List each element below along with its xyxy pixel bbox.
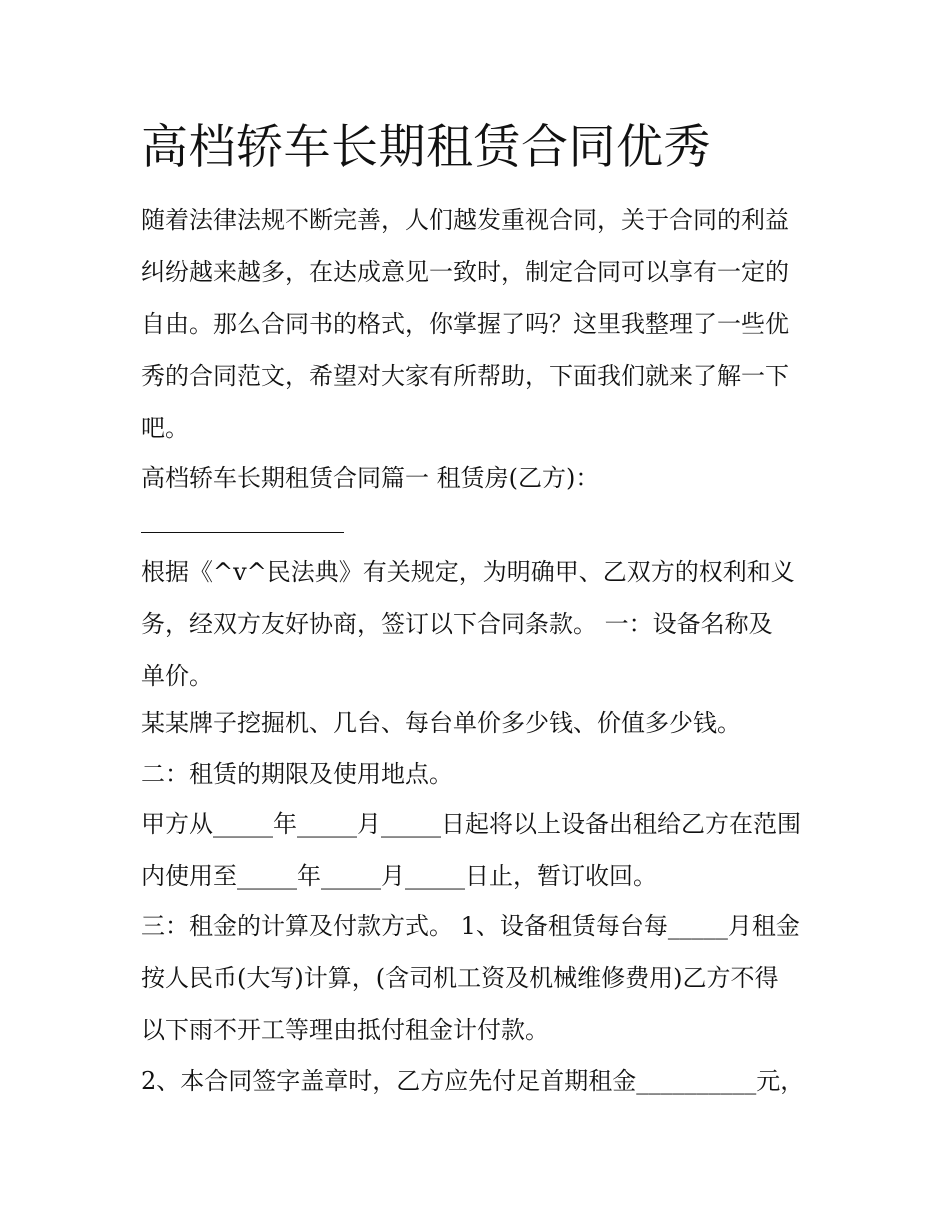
term-line: 甲方从_____年_____月_____日起将以上设备出租给乙方在范围 <box>141 810 801 838</box>
basis-paragraph <box>141 546 821 702</box>
term-line: 内使用至_____年_____月_____日止，暂订收回。 <box>141 862 657 890</box>
basis-line: 务，经双方友好协商，签订以下合同条款。 一：设备名称及 <box>141 610 773 638</box>
rent-line: 以下雨不开工等理由抵付租金计付款。 <box>141 1016 549 1044</box>
intro-line: 纠纷越来越多，在达成意见一致时，制定合同可以享有一定的 <box>141 258 789 286</box>
equipment-paragraph <box>141 697 821 749</box>
intro-line: 随着法律法规不断完善，人们越发重视合同，关于合同的利益 <box>141 206 789 234</box>
basis-line: 根据《^v^民法典》有关规定，为明确甲、乙双方的权利和义 <box>141 558 795 586</box>
basis-line: 单价。 <box>141 662 213 690</box>
rent-line: 按人民币(大写)计算，(含司机工资及机械维修费用)乙方不得 <box>141 964 779 992</box>
section-heading <box>141 452 821 504</box>
rent-paragraph <box>141 900 821 1056</box>
intro-line: 自由。那么合同书的格式，你掌握了吗？这里我整理了一些优 <box>141 310 789 338</box>
section-heading-text: 高档轿车长期租赁合同篇一 租赁房(乙方)： <box>141 464 600 492</box>
term-paragraph <box>141 798 821 902</box>
intro-line: 吧。 <box>141 414 189 442</box>
term-heading-text: 二：租赁的期限及使用地点。 <box>141 760 453 788</box>
equipment-line: 某某牌子挖掘机、几台、每台单价多少钱、价值多少钱。 <box>141 709 741 737</box>
signature-blank-line <box>141 532 344 533</box>
payment-line: 2、本合同签字盖章时，乙方应先付足首期租金__________元， <box>141 1067 805 1095</box>
payment-paragraph <box>141 1055 821 1107</box>
document-title: 高档轿车长期租赁合同优秀 <box>141 120 711 175</box>
rent-line: 三：租金的计算及付款方式。 1、设备租赁每台每_____月租金 <box>141 912 800 940</box>
intro-paragraph <box>141 194 821 454</box>
intro-line: 秀的合同范文，希望对大家有所帮助，下面我们就来了解一下 <box>141 362 789 390</box>
term-heading <box>141 748 821 800</box>
